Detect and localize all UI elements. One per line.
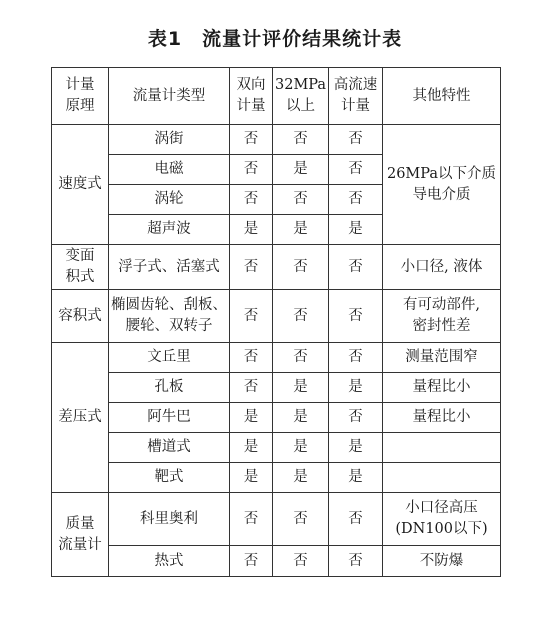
- table-row: [52, 493, 501, 546]
- type-cell: 靶式: [109, 463, 230, 493]
- bidirectional-cell: 否: [230, 546, 273, 577]
- header-high-speed: [329, 68, 383, 125]
- pressure-cell: 是: [273, 155, 329, 185]
- bidirectional-cell: 否: [230, 185, 273, 215]
- high-speed-cell: 否: [329, 343, 383, 373]
- pressure-cell: 否: [273, 245, 329, 290]
- velocity-other-cell: 26MPa以下介质 导电介质: [383, 125, 501, 245]
- group-velocity: 速度式: [52, 125, 109, 245]
- other-cell: 有可动部件, 密封性差: [383, 290, 501, 343]
- high-speed-cell: 是: [329, 373, 383, 403]
- other-cell: 小口径, 液体: [383, 245, 501, 290]
- header-other-label: 其他特性: [412, 87, 471, 104]
- table-row: [52, 403, 501, 433]
- type-cell: 超声波: [109, 215, 230, 245]
- high-speed-cell: 是: [329, 433, 383, 463]
- group-mass: 质量 流量计: [52, 493, 109, 577]
- table-row: [52, 290, 501, 343]
- other-cell: 量程比小: [383, 403, 501, 433]
- header-pressure-label: 32MPa 以上: [275, 77, 327, 114]
- pressure-cell: 否: [273, 125, 329, 155]
- table-row: [52, 245, 501, 290]
- type-cell: 涡街: [109, 125, 230, 155]
- bidirectional-cell: 是: [230, 463, 273, 493]
- other-cell: [383, 433, 501, 463]
- other-cell: 测量范围窄: [383, 343, 501, 373]
- bidirectional-cell: 是: [230, 403, 273, 433]
- bidirectional-cell: 是: [230, 433, 273, 463]
- pressure-cell: 否: [273, 343, 329, 373]
- high-speed-cell: 否: [329, 493, 383, 546]
- type-cell: 浮子式、活塞式: [109, 245, 230, 290]
- other-cell: 量程比小: [383, 373, 501, 403]
- type-cell: 孔板: [109, 373, 230, 403]
- type-cell: 科里奥利: [109, 493, 230, 546]
- bidirectional-cell: 否: [230, 245, 273, 290]
- high-speed-cell: 否: [329, 290, 383, 343]
- header-bidirectional-label: 双向 计量: [236, 77, 266, 114]
- header-type-label: 流量计类型: [132, 87, 206, 104]
- header-principle-label: 计量 原理: [65, 77, 95, 114]
- pressure-cell: 否: [273, 185, 329, 215]
- bidirectional-cell: 否: [230, 343, 273, 373]
- table-title: 表1 流量计评价结果统计表: [147, 28, 403, 50]
- table-row: [52, 125, 501, 155]
- bidirectional-cell: 否: [230, 290, 273, 343]
- high-speed-cell: 否: [329, 155, 383, 185]
- pressure-cell: 否: [273, 546, 329, 577]
- group-differential: 差压式: [52, 343, 109, 493]
- header-other: [383, 68, 501, 125]
- high-speed-cell: 否: [329, 403, 383, 433]
- table-row: [52, 463, 501, 493]
- header-principle: [52, 68, 109, 125]
- high-speed-cell: 否: [329, 185, 383, 215]
- pressure-cell: 否: [273, 290, 329, 343]
- bidirectional-cell: 否: [230, 125, 273, 155]
- type-cell: 电磁: [109, 155, 230, 185]
- other-cell: 小口径高压 (DN100以下): [383, 493, 501, 546]
- type-cell: 槽道式: [109, 433, 230, 463]
- pressure-cell: 是: [273, 215, 329, 245]
- group-positive-displacement: 容积式: [52, 290, 109, 343]
- other-cell: 不防爆: [383, 546, 501, 577]
- type-cell: 椭圆齿轮、刮板、 腰轮、双转子: [109, 290, 230, 343]
- bidirectional-cell: 是: [230, 215, 273, 245]
- type-cell: 涡轮: [109, 185, 230, 215]
- pressure-cell: 否: [273, 493, 329, 546]
- header-type: [109, 68, 230, 125]
- table-row: [52, 546, 501, 577]
- bidirectional-cell: 否: [230, 373, 273, 403]
- table-row: [52, 433, 501, 463]
- header-bidirectional: [230, 68, 273, 125]
- table-row: [52, 373, 501, 403]
- high-speed-cell: 是: [329, 463, 383, 493]
- high-speed-cell: 否: [329, 245, 383, 290]
- table-row: [52, 343, 501, 373]
- other-cell: [383, 463, 501, 493]
- bidirectional-cell: 否: [230, 493, 273, 546]
- header-row: [52, 68, 501, 125]
- type-cell: 文丘里: [109, 343, 230, 373]
- group-variable-area: 变面 积式: [52, 245, 109, 290]
- high-speed-cell: 否: [329, 125, 383, 155]
- bidirectional-cell: 否: [230, 155, 273, 185]
- pressure-cell: 是: [273, 403, 329, 433]
- high-speed-cell: 否: [329, 546, 383, 577]
- pressure-cell: 是: [273, 433, 329, 463]
- flowmeter-evaluation-table: [51, 67, 501, 577]
- header-pressure: [273, 68, 329, 125]
- pressure-cell: 是: [273, 463, 329, 493]
- high-speed-cell: 是: [329, 215, 383, 245]
- type-cell: 阿牛巴: [109, 403, 230, 433]
- type-cell: 热式: [109, 546, 230, 577]
- pressure-cell: 是: [273, 373, 329, 403]
- header-high-speed-label: 高流速 计量: [333, 77, 378, 114]
